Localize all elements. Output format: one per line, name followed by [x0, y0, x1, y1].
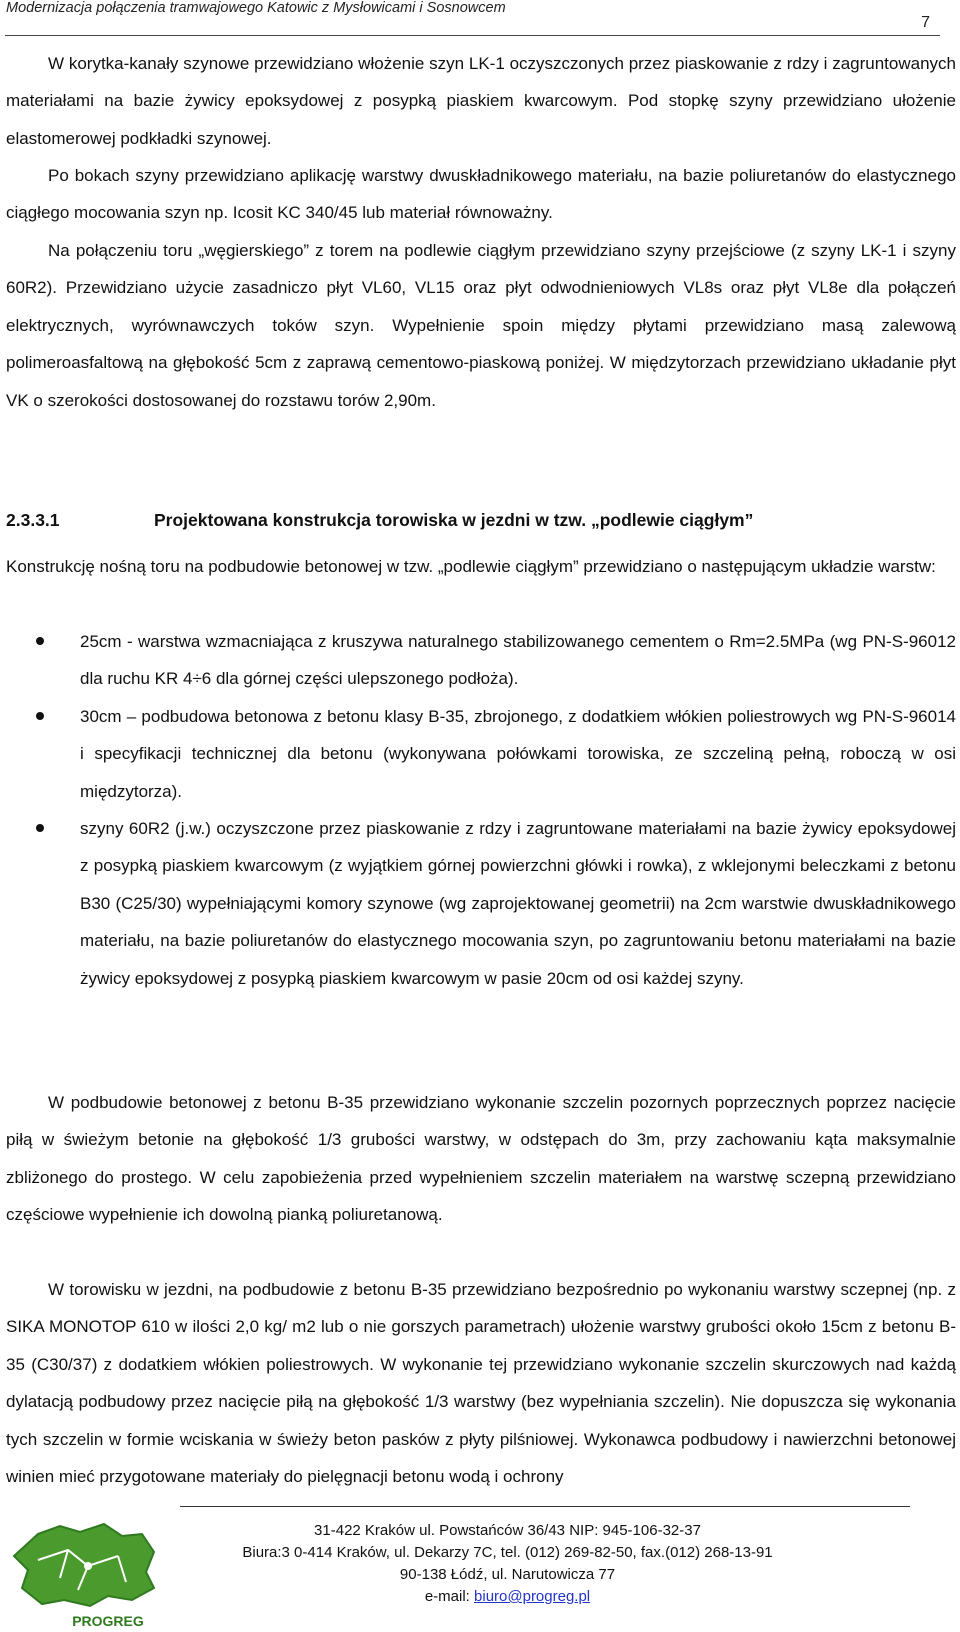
list-item	[0, 623, 956, 698]
bullet-dot-icon	[36, 637, 44, 645]
footer-office-line: Biura:3 0-414 Kraków, ul. Dekarzy 7C, tel. (012) 269-82-50, fax.(012) 268-13-91	[242, 1544, 773, 1561]
email-label: e-mail:	[424, 1588, 470, 1605]
page-number: 7	[921, 14, 930, 31]
list-item	[0, 698, 956, 810]
bullet-dot-icon	[36, 824, 44, 832]
paragraph-polyurethane-fastening: Po bokach szyny przewidziano aplikację warstwy dwuskładnikowego materiału, na bazie poliuretanów do elastycznego ciągłego mocowania szyn np. Icosit KC 340/45 lub materiał równoważny.	[6, 166, 956, 223]
paragraph-contraction-joints: W podbudowie betonowej z betonu B-35 przewidziano wykonanie szczelin pozornych poprzecznych poprzez nacięcie piłą w świeżym betonie na głębokość 1/3 grubości warstwy, w odstępach do 3m, przy zachowaniu kąta maksymalnie zbliżonego do prostego. W celu zapobieżenia przed wypełnieniem szczelin materiałem na warstwę sczepną przewidziano częściowe wypełnienie ich dowolną pianką poliuretanową.	[6, 1093, 956, 1225]
footer-rule	[180, 1506, 910, 1507]
list-item	[0, 810, 956, 997]
paragraph-concrete-layer: W torowisku w jezdni, na podbudowie z betonu B-35 przewidziano bezpośrednio po wykonaniu warstwy sczepnej (np. z SIKA MONOTOP 610 w ilości 2,0 kg/ m2 lub o nie gorszych parametrach) ułożenie warstwy grubości około 15cm z betonu B-35 (C30/37) z dodatkiem włókien poliestrowych. W wykonanie tej przewidziano wykonanie szczelin skurczowych nad każdą dylatacją podbudowy przez nacięcie piłą na głębokość 1/3 warstwy (bez wypełniania szczelin). Nie dopuszcza się wykonania tych szczelin w formie wciskania w świeży beton pasków z płyty pilśniowej. Wykonawca podbudowy i nawierzchni betonowej winien mieć przygotowane materiały do pielęgnacji betonu wodą i ochrony	[6, 1280, 956, 1487]
bullet-text: 25cm - warstwa wzmacniająca z kruszywa naturalnego stabilizowanego cementem o Rm=2.5MPa (wg PN-S-96012 dla ruchu KR 4÷6 dla górnej części ulepszonego podłoża).	[80, 632, 956, 689]
paragraph-transition-rails: Na połączeniu toru „węgierskiego” z torem na podlewie ciągłym przewidziano szyny przejściowe (z szyny LK-1 i szyny 60R2). Przewidziano użycie zasadniczo płyt VL60, VL15 oraz płyt odwodnieniowych VL8s oraz płyt VL8e dla połączeń elektrycznych, wyrównawczych toków szyn. Wypełnienie spoin między płytami przewidziano masą zalewową polimeroasfaltową na głębokość 5cm z zaprawą cementowo-piaskową poniżej. W międzytorzach przewidziano układanie płyt VK o szerokości dostosowanej do rozstawu torów 2,90m.	[6, 241, 956, 410]
footer-address-line: 31-422 Kraków ul. Powstańców 36/43 NIP: 945-106-32-37	[314, 1522, 701, 1539]
section-title: Projektowana konstrukcja torowiska w jezdni w tzw. „podlewie ciągłym”	[154, 510, 754, 530]
page-header-title: Modernizacja połączenia tramwajowego Katowic z Mysłowicami i Sosnowcem	[6, 0, 506, 16]
footer-email-line	[180, 1586, 835, 1608]
email-link[interactable]: biuro@progreg.pl	[474, 1588, 591, 1605]
section-intro-paragraph: Konstrukcję nośną toru na podbudowie betonowej w tzw. „podlewie ciągłym” przewidziano o następującym układzie warstw:	[6, 557, 936, 576]
bullet-dot-icon	[36, 712, 44, 720]
footer-lodz-line: 90-138 Łódź, ul. Narutowicza 77	[399, 1566, 616, 1583]
paragraph-rail-installation: W korytka-kanały szynowe przewidziano włożenie szyn LK-1 oczyszczonych przez piaskowanie z rdzy i zagruntowanych materiałami na bazie żywicy epoksydowej z posypką piaskiem kwarcowym. Pod stopkę szyny przewidziano ułożenie elastomerowej podkładki szynowej.	[6, 54, 956, 148]
logo-node	[84, 1562, 92, 1570]
section-heading	[6, 510, 753, 531]
bullet-text: 30cm – podbudowa betonowa z betonu klasy B-35, zbrojonego, z dodatkiem włókien poliestrowych wg PN-S-96014 i specyfikacji technicznej dla betonu (wykonywana połówkami torowiska, ze szczeliną pełną, roboczą w osi międzytorza).	[80, 706, 956, 801]
bullet-text: szyny 60R2 (j.w.) oczyszczone przez piaskowanie z rdzy i zagruntowane materiałami na bazie żywicy epoksydowej z posypką piaskiem kwarcowym (z wyjątkiem górnej powierzchni główki i rowka), z wklejonymi beleczkami z betonu B30 (C25/30) wypełniającymi komory szynowe (wg zaprojektowanej geometrii) na 2cm warstwie dwuskładnikowego materiału, na bazie poliuretanów do elastycznego mocowania szyn, po zagruntowaniu betonu materiałami na bazie żywicy epoksydowej z posypką piaskiem kwarcowym w pasie 20cm od osi każdej szyny.	[80, 819, 956, 988]
progreg-logo	[8, 1520, 160, 1630]
logo-text: PROGREG	[72, 1613, 144, 1629]
footer-contact	[180, 1520, 835, 1608]
logo-map-shape	[14, 1524, 154, 1606]
header-rule	[5, 35, 940, 36]
layer-bullet-list	[0, 623, 956, 997]
section-number: 2.3.3.1	[6, 510, 60, 530]
